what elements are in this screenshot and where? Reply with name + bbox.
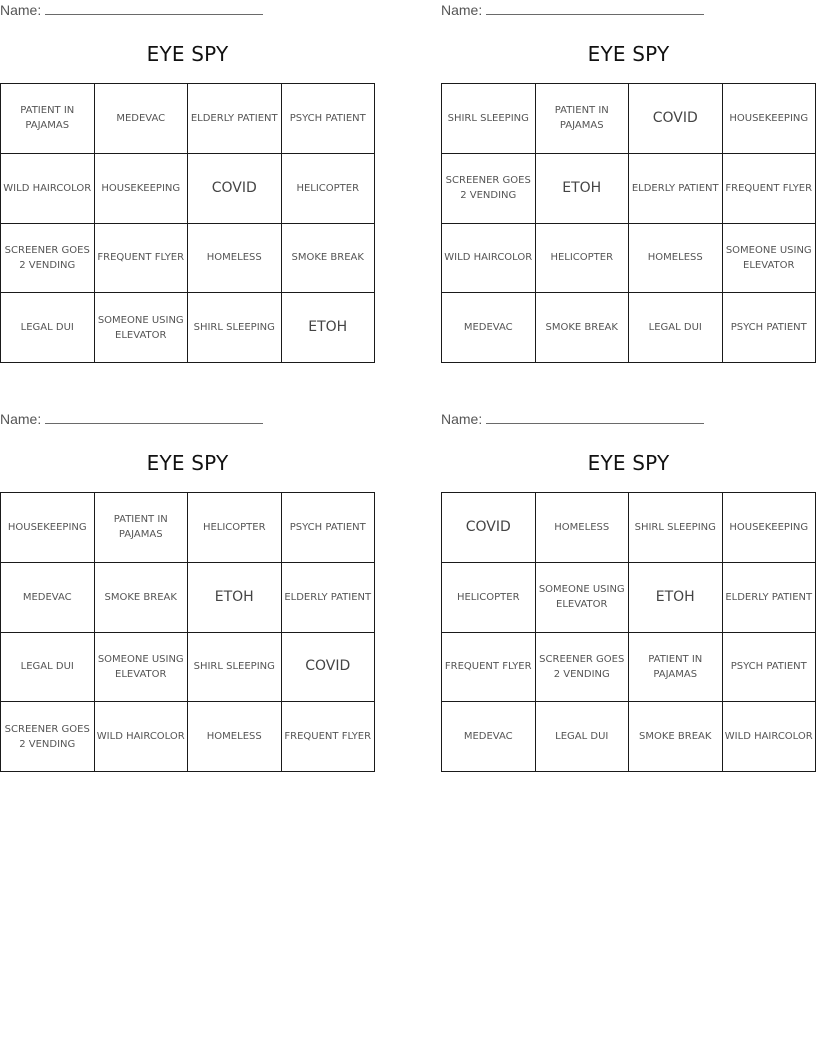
bingo-grid [441,83,816,363]
name-field [441,411,711,429]
bingo-cell: MEDEVAC [442,293,536,363]
name-line [486,2,704,15]
bingo-cell: HOMELESS [188,702,282,772]
bingo-cell: SMOKE BREAK [282,224,376,294]
bingo-cell: ELDERLY PATIENT [282,563,376,633]
bingo-cell: FREQUENT FLYER [442,633,536,703]
bingo-cell: SHIRL SLEEPING [188,633,282,703]
bingo-cell: PATIENT IN PAJAMAS [536,84,630,154]
bingo-cell: SMOKE BREAK [95,563,189,633]
name-field [441,2,711,20]
bingo-card-3 [0,409,375,769]
bingo-cell: SCREENER GOES 2 VENDING [1,224,95,294]
bingo-cell: SHIRL SLEEPING [629,493,723,563]
name-label: Name: [0,411,42,427]
bingo-cell: SHIRL SLEEPING [188,293,282,363]
bingo-cell: WILD HAIRCOLOR [1,154,95,224]
bingo-cell: SCREENER GOES 2 VENDING [1,702,95,772]
bingo-cell: LEGAL DUI [629,293,723,363]
bingo-cell: MEDEVAC [1,563,95,633]
name-label: Name: [441,411,483,427]
bingo-cell: PSYCH PATIENT [282,493,376,563]
name-label: Name: [0,2,42,18]
bingo-cell: HOMELESS [188,224,282,294]
bingo-cell: ELDERLY PATIENT [629,154,723,224]
name-line [486,411,704,424]
bingo-cell: PATIENT IN PAJAMAS [95,493,189,563]
bingo-cell: HOUSEKEEPING [1,493,95,563]
bingo-cell: SOMEONE USING ELEVATOR [95,293,189,363]
bingo-cell: COVID [629,84,723,154]
bingo-cell: LEGAL DUI [536,702,630,772]
bingo-cell: HOMELESS [536,493,630,563]
bingo-cell: HELICOPTER [188,493,282,563]
bingo-cell: HELICOPTER [282,154,376,224]
bingo-cell: ETOH [629,563,723,633]
bingo-cell: ELDERLY PATIENT [188,84,282,154]
bingo-cell: ELDERLY PATIENT [723,563,816,633]
bingo-cell: PSYCH PATIENT [723,293,816,363]
bingo-cell: MEDEVAC [442,702,536,772]
name-field [0,411,270,429]
bingo-cell: SHIRL SLEEPING [442,84,536,154]
bingo-cell: SCREENER GOES 2 VENDING [536,633,630,703]
bingo-cell: PSYCH PATIENT [723,633,816,703]
bingo-cell: SCREENER GOES 2 VENDING [442,154,536,224]
name-field [0,2,270,20]
card-title: EYE SPY [587,42,670,66]
bingo-card-2 [441,0,816,360]
bingo-cell: FREQUENT FLYER [723,154,816,224]
bingo-cell: HOUSEKEEPING [723,493,816,563]
bingo-cell: SMOKE BREAK [629,702,723,772]
bingo-cell: ETOH [536,154,630,224]
bingo-cell: FREQUENT FLYER [282,702,376,772]
card-title: EYE SPY [587,451,670,475]
name-line [45,2,263,15]
bingo-cell: ETOH [282,293,376,363]
bingo-cell: SOMEONE USING ELEVATOR [536,563,630,633]
bingo-cell: WILD HAIRCOLOR [723,702,816,772]
bingo-cell: SMOKE BREAK [536,293,630,363]
bingo-cell: FREQUENT FLYER [95,224,189,294]
bingo-card-4 [441,409,816,769]
bingo-cell: ETOH [188,563,282,633]
bingo-cell: HELICOPTER [442,563,536,633]
bingo-grid [441,492,816,772]
name-line [45,411,263,424]
bingo-cell: HOMELESS [629,224,723,294]
bingo-cell: WILD HAIRCOLOR [95,702,189,772]
bingo-cell: SOMEONE USING ELEVATOR [723,224,816,294]
bingo-grid [0,492,375,772]
bingo-cell: PATIENT IN PAJAMAS [1,84,95,154]
card-title: EYE SPY [146,42,229,66]
bingo-cell: MEDEVAC [95,84,189,154]
bingo-grid [0,83,375,363]
bingo-cell: COVID [282,633,376,703]
bingo-cell: HOUSEKEEPING [723,84,816,154]
bingo-cell: SOMEONE USING ELEVATOR [95,633,189,703]
bingo-card-1 [0,0,375,360]
bingo-cell: COVID [188,154,282,224]
bingo-cell: PATIENT IN PAJAMAS [629,633,723,703]
card-title: EYE SPY [146,451,229,475]
name-label: Name: [441,2,483,18]
bingo-cell: PSYCH PATIENT [282,84,376,154]
bingo-cell: LEGAL DUI [1,633,95,703]
bingo-cell: WILD HAIRCOLOR [442,224,536,294]
bingo-cell: HELICOPTER [536,224,630,294]
bingo-cell: COVID [442,493,536,563]
bingo-cell: HOUSEKEEPING [95,154,189,224]
bingo-cell: LEGAL DUI [1,293,95,363]
